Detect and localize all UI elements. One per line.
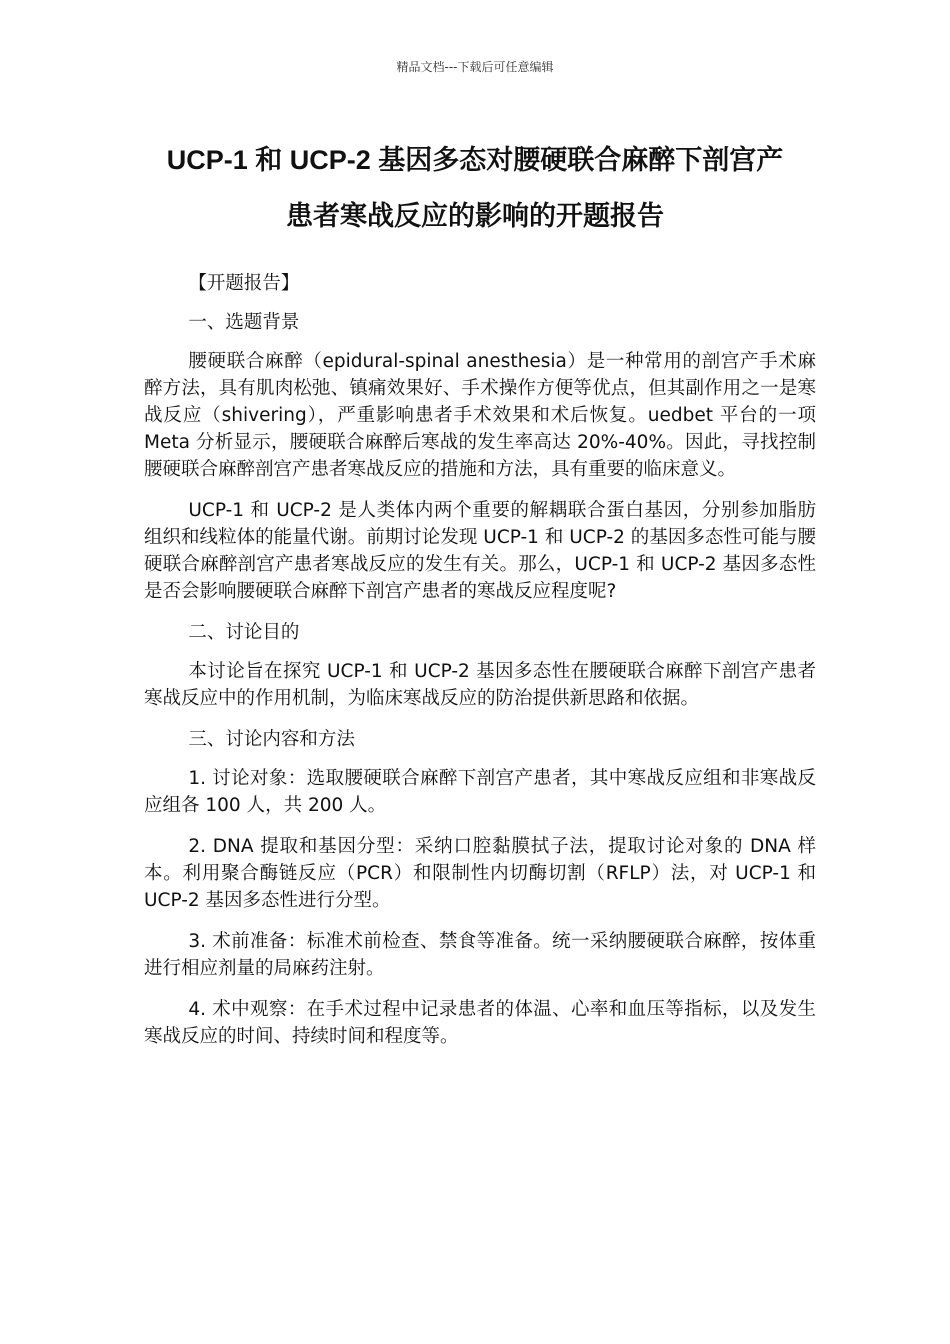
method-item-2: 2. DNA 提取和基因分型：采纳口腔黏膜拭子法，提取讨论对象的 DNA 样本。利用聚合酶链反应（PCR）和限制性内切酶切割（RFLP）法，对 UCP-1 和 UCP-2 基因多态性进行分型。 bbox=[144, 836, 816, 911]
method-item-3: 3. 术前准备：标准术前检查、禁食等准备。统一采纳腰硬联合麻醉，按体重进行相应剂量的局麻药注射。 bbox=[144, 931, 816, 979]
document-body bbox=[144, 270, 816, 1064]
title-line-1: UCP-1 和 UCP-2 基因多态对腰硬联合麻醉下剖宫产 bbox=[166, 145, 784, 175]
background-paragraph-2: UCP-1 和 UCP-2 是人类体内两个重要的解耦联合蛋白基因，分别参加脂肪组织和线粒体的能量代谢。前期讨论发现 UCP-1 和 UCP-2 的基因多态性可能与腰硬联合麻醉剖宫产患者寒战反应的发生有关。那么，UCP-1 和 UCP-2 基因多态性是否会影响腰硬联合麻醉下剖宫产患者的寒战反应程度呢? bbox=[144, 500, 816, 602]
section-heading-methods: 三、讨论内容和方法 bbox=[188, 729, 355, 750]
report-label: 【开题报告】 bbox=[188, 273, 300, 294]
header-note: 精品文档---下载后可任意编辑 bbox=[396, 60, 554, 74]
title-line-2: 患者寒战反应的影响的开题报告 bbox=[286, 201, 664, 231]
section-heading-purpose: 二、讨论目的 bbox=[188, 622, 300, 643]
method-item-1: 1. 讨论对象：选取腰硬联合麻醉下剖宫产患者，其中寒战反应组和非寒战反应组各 100 人，共 200 人。 bbox=[144, 768, 816, 816]
purpose-paragraph: 本讨论旨在探究 UCP-1 和 UCP-2 基因多态性在腰硬联合麻醉下剖宫产患者寒战反应中的作用机制，为临床寒战反应的防治提供新思路和依据。 bbox=[144, 661, 816, 709]
method-item-4: 4. 术中观察：在手术过程中记录患者的体温、心率和血压等指标，以及发生寒战反应的时间、持续时间和程度等。 bbox=[144, 999, 816, 1047]
document-title bbox=[100, 132, 850, 244]
section-heading-background: 一、选题背景 bbox=[188, 312, 300, 333]
background-paragraph-1: 腰硬联合麻醉（epidural-spinal anesthesia）是一种常用的剖宫产手术麻醉方法，具有肌肉松弛、镇痛效果好、手术操作方便等优点，但其副作用之一是寒战反应（shivering），严重影响患者手术效果和术后恢复。uedbet 平台的一项 Meta 分析显示，腰硬联合麻醉后寒战的发生率高达 20%-40%。因此，寻找控制腰硬联合麻醉剖宫产患者寒战反应的措施和方法，具有重要的临床意义。 bbox=[144, 351, 816, 480]
